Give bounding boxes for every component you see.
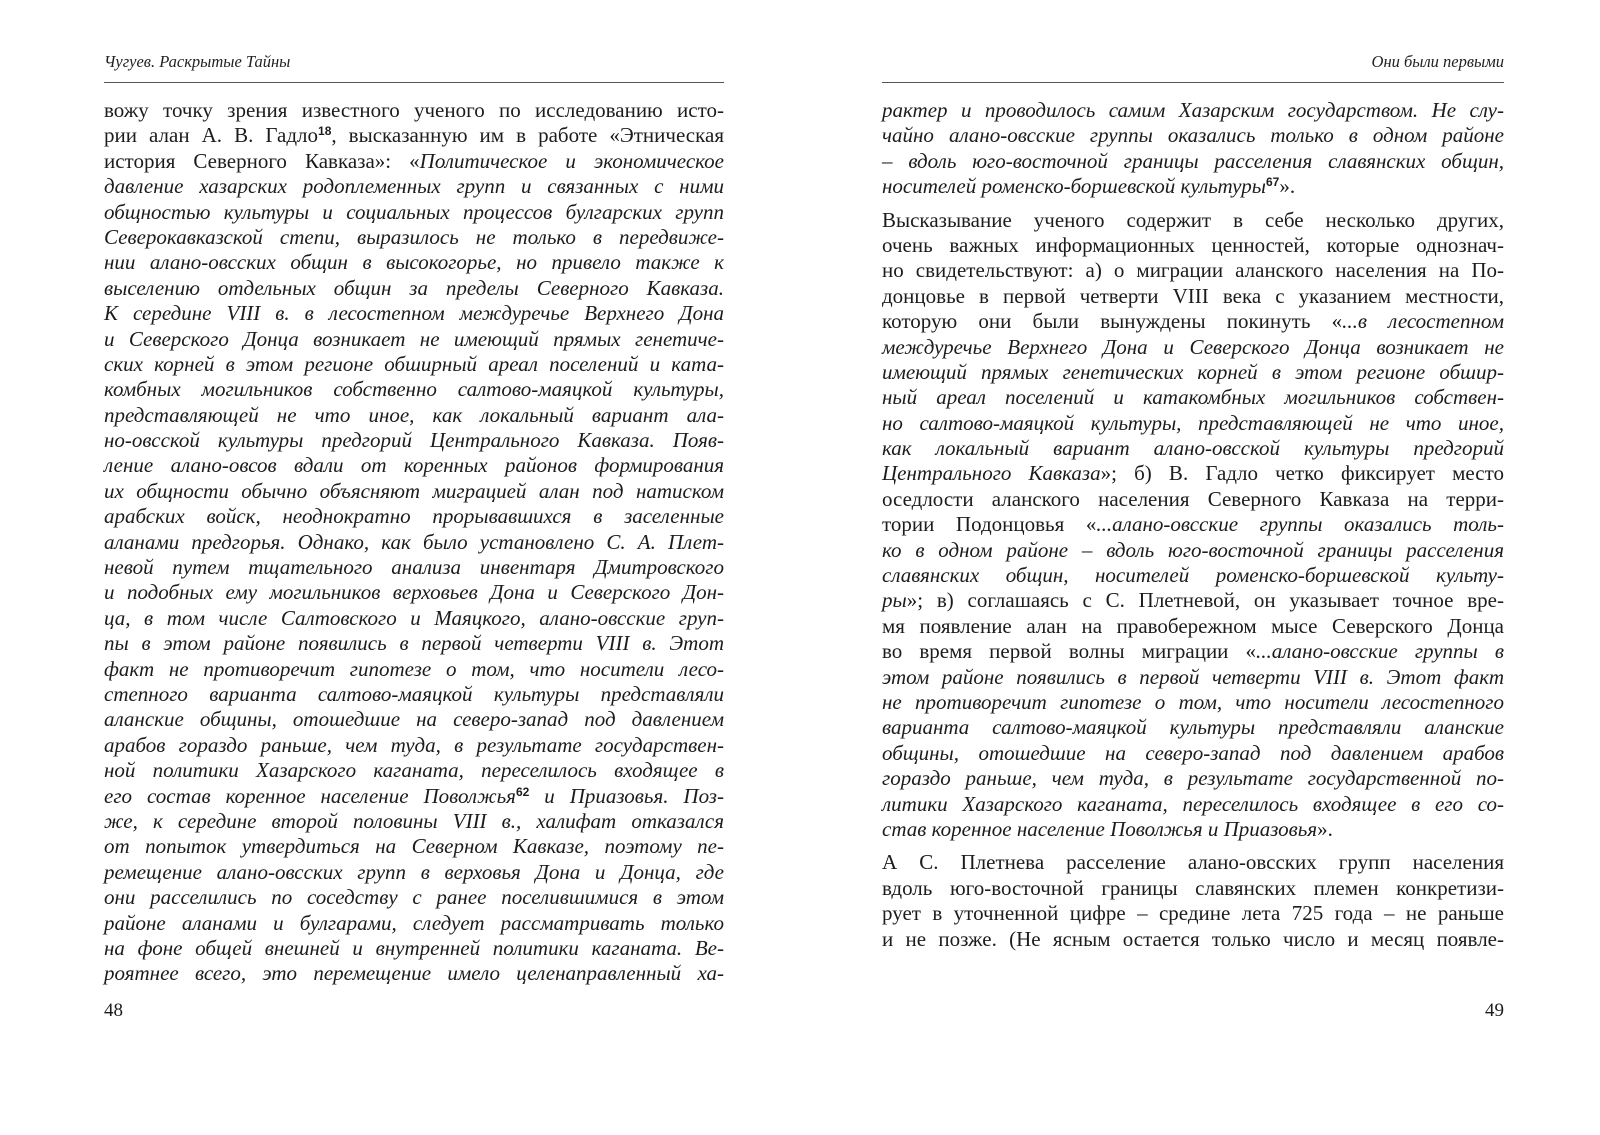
left-page-body (104, 98, 724, 987)
quoted-text: арабов гораздо раньше, чем туда, в результате государствен- (104, 732, 724, 757)
body-text: во время первой волны миграции « (882, 639, 1257, 664)
body-text: мя появление алан на правобережном мысе Северского Донца (882, 613, 1504, 638)
text-line (882, 817, 1504, 842)
text-line (104, 885, 724, 910)
quoted-text: носителей роменско-боршевской культуры (882, 174, 1266, 199)
text-line (104, 784, 724, 809)
quoted-text: на фоне общей внешней и внутренней политики каганата. Ве- (104, 935, 724, 960)
quoted-text: от попыток утвердиться на Северном Кавказе, поэтому пе- (104, 834, 724, 859)
text-line (104, 327, 724, 352)
footnote-ref: 67 (1265, 175, 1280, 190)
quoted-text: рактер и проводилось самим Хазарским государством. Не слу- (882, 98, 1504, 122)
text-line (104, 961, 724, 986)
left-page (104, 0, 724, 1135)
quoted-text: факт не противоречит гипотезе о том, что носители лесо- (104, 656, 724, 681)
quoted-text: но салтово-маяцкой культуры, представляющей не что иное, (882, 410, 1504, 435)
text-line (882, 563, 1504, 588)
quoted-text: ...алано-овсские группы оказались толь- (1096, 512, 1504, 537)
quoted-text: но-овсской культуры предгорий Центрального Кавказа. Появ- (104, 428, 724, 453)
text-line (104, 377, 724, 402)
text-line (882, 588, 1504, 613)
text-line (104, 250, 724, 275)
text-line (104, 428, 724, 453)
paragraph-gap (882, 842, 1504, 850)
text-line (104, 657, 724, 682)
quoted-text: аланами предгорья. Однако, как было установлено С. А. Плет- (104, 529, 724, 554)
quoted-text: ры (882, 588, 907, 613)
text-line (882, 360, 1504, 385)
text-line (104, 149, 724, 174)
text-line (104, 504, 724, 529)
quoted-text: невой путем тщательного анализа инвентаря Дмитровского (104, 555, 724, 580)
quoted-text: Политическое и экономическое (419, 148, 724, 173)
body-text: но свидетельствуют: а) о миграции аланского населения на По- (882, 258, 1504, 283)
quoted-text: Северокавказской степи, выразилось не только в передвиже- (104, 224, 724, 249)
body-text: А С. Плетнева расселение алано-овсских групп населения (882, 850, 1504, 875)
text-line (882, 690, 1504, 715)
body-text: рует в уточненной цифре – средине лета 725 года – не раньше (882, 901, 1504, 926)
text-line (104, 911, 724, 936)
text-line (882, 614, 1504, 639)
quoted-text: ремещение алано-овсских групп в верховья Дона и Донца, где (104, 859, 724, 884)
text-line (104, 580, 724, 605)
text-line (882, 385, 1504, 410)
text-line (882, 792, 1504, 817)
quoted-text: ских корней в этом регионе обширный ареал поселений и ката- (104, 351, 724, 376)
text-line (882, 639, 1504, 664)
body-text: , высказанную им в работе «Этническая (331, 123, 724, 148)
body-text: оседлости аланского населения Северного Кавказа на терри- (882, 486, 1504, 511)
text-line (104, 834, 724, 859)
body-text: история Северного Кавказа»: « (104, 148, 420, 173)
header-rule-right (882, 82, 1504, 83)
text-line (104, 809, 724, 834)
text-line (882, 665, 1504, 690)
text-line (882, 850, 1504, 875)
quoted-text: К середине VIII в. в лесостепном междуречье Верхнего Дона (104, 301, 724, 326)
quoted-text: ца, в том числе Салтовского и Маяцкого, алано-овсские груп- (104, 605, 724, 630)
text-line (104, 479, 724, 504)
text-line (104, 301, 724, 326)
quoted-text: этом районе появились в первой четверти VIII в. Этот факт (882, 664, 1504, 689)
text-line (104, 200, 724, 225)
running-head-right: Они были первыми (1371, 52, 1504, 71)
text-line (882, 174, 1504, 199)
text-line (104, 733, 724, 758)
quoted-text: – вдоль юго-восточной границы расселения славянских общин, (882, 148, 1504, 173)
right-page (882, 0, 1504, 1135)
text-line (104, 225, 724, 250)
body-text: рии алан А. В. Гадло (104, 123, 319, 148)
text-line (882, 149, 1504, 174)
quoted-text: роятнее всего, это перемещение имело целенаправленный ха- (104, 961, 724, 986)
text-line (104, 352, 724, 377)
text-line (104, 174, 724, 199)
body-text: вожу точку зрения известного ученого по исследованию исто- (104, 98, 724, 122)
footnote-ref: 18 (318, 124, 332, 139)
text-line (882, 411, 1504, 436)
quoted-text: и Приазовья. Поз- (529, 783, 724, 808)
text-line (882, 876, 1504, 901)
quoted-text: их общности обычно объясняют миграцией алан под натиском (104, 478, 724, 503)
text-line (882, 766, 1504, 791)
quoted-text: не противоречит гипотезе о том, что носители лесостепного (882, 689, 1504, 714)
text-line (882, 284, 1504, 309)
quoted-text: ной политики Хазарского каганата, переселилось входящее в (104, 758, 724, 783)
text-line (882, 538, 1504, 563)
text-line (882, 487, 1504, 512)
body-text: вдоль юго-восточной границы славянских племен конкретизи- (882, 875, 1504, 900)
text-line (104, 123, 724, 148)
right-page-body (882, 98, 1504, 952)
text-line (104, 860, 724, 885)
text-line (104, 606, 724, 631)
text-line (882, 233, 1504, 258)
text-line (104, 453, 724, 478)
text-line (104, 936, 724, 961)
quoted-text: ко в одном районе – вдоль юго-восточной границы расселения (882, 537, 1504, 562)
text-line (104, 555, 724, 580)
text-line (882, 309, 1504, 334)
quoted-text: как локальный вариант алано-овсской культуры предгорий (882, 436, 1504, 461)
quoted-text: комбных могильников собственно салтово-маяцкой культуры, (104, 377, 724, 402)
quoted-text: чайно алано-овсские группы оказались только в одном районе (882, 123, 1504, 148)
quoted-text: имеющий прямых генетических корней в этом регионе обшир- (882, 359, 1504, 384)
quoted-text: литики Хазарского каганата, переселилось входящее в его со- (882, 791, 1504, 816)
body-text: донцовье в первой четверти VIII века с указанием местности, (882, 283, 1504, 308)
text-line (882, 461, 1504, 486)
body-text: которую они были вынуждены покинуть « (882, 309, 1343, 334)
quoted-text: ление алано-овсов вдали от коренных районов формирования (104, 453, 724, 478)
quoted-text: Центрального Кавказа (882, 461, 1101, 486)
text-line (104, 758, 724, 783)
footnote-ref: 62 (515, 784, 530, 799)
text-line (882, 512, 1504, 537)
body-text: »; в) соглашаясь с С. Плетневой, он указывает точное вре- (906, 588, 1504, 613)
body-text: и не позже. (Не ясным остается только число и месяц появле- (882, 926, 1504, 951)
quoted-text: районе аланами и булгарами, следует рассматривать только (104, 910, 724, 935)
quoted-text: они расселились по соседству с ранее поселившимися в этом (104, 885, 724, 910)
quoted-text: арабских войск, неоднократно прорывавшихся в заселенные (104, 504, 724, 529)
text-line (882, 715, 1504, 740)
quoted-text: ...в лесостепном (1342, 309, 1504, 334)
quoted-text: общностью культуры и социальных процессов булгарских групп (104, 199, 724, 224)
page-number-left: 48 (104, 1000, 123, 1021)
body-text: тории Подонцовья « (882, 512, 1097, 537)
text-line (882, 901, 1504, 926)
text-line (882, 258, 1504, 283)
text-line (882, 98, 1504, 123)
text-line (104, 631, 724, 656)
text-line (104, 98, 724, 123)
quoted-text: и подобных ему могильников верховьев Дона и Северского Дон- (104, 580, 724, 605)
text-line (104, 403, 724, 428)
quoted-text: пы в этом районе появились в первой четверти VIII в. Этот (104, 631, 724, 656)
quoted-text: и Северского Донца возникает не имеющий прямых генетиче- (104, 326, 724, 351)
quoted-text: ный ареал поселений и катакомбных могильников собствен- (882, 385, 1504, 410)
quoted-text: ...алано-овсские группы в (1256, 639, 1504, 664)
text-line (104, 707, 724, 732)
quoted-text: аланские общины, отошедшие на северо-запад под давлением (104, 707, 724, 732)
quoted-text: давление хазарских родоплеменных групп и связанных с ними (104, 174, 724, 199)
quoted-text: представляющей не что иное, как локальный вариант ала- (104, 402, 724, 427)
quoted-text: славянских общин, носителей роменско-боршевской культу- (882, 563, 1504, 588)
paragraph-gap (882, 200, 1504, 208)
quoted-text: его состав коренное население Поволжья (104, 783, 516, 808)
text-line (104, 276, 724, 301)
body-text: ». (1317, 816, 1333, 841)
quoted-text: нии алано-овсских общин в высокогорье, но привело также к (104, 250, 724, 275)
quoted-text: став коренное население Поволжья и Приазовья (882, 816, 1318, 841)
text-line (882, 123, 1504, 148)
page-number-right: 49 (1485, 1000, 1504, 1021)
header-rule-left (104, 82, 724, 83)
text-line (882, 436, 1504, 461)
quoted-text: общины, отошедшие на северо-запад под давлением арабов (882, 740, 1504, 765)
quoted-text: выселению отдельных общин за пределы Северного Кавказа. (104, 275, 724, 300)
body-text: ». (1279, 174, 1296, 199)
quoted-text: междуречье Верхнего Дона и Северского Донца возникает не (882, 334, 1504, 359)
text-line (882, 208, 1504, 233)
running-head-left: Чугуев. Раскрытые Тайны (104, 52, 291, 71)
text-line (882, 741, 1504, 766)
body-text: очень важных информационных ценностей, которые однознач- (882, 232, 1504, 257)
text-line (882, 927, 1504, 952)
body-text: »; б) В. Гадло четко фиксирует место (1100, 461, 1504, 486)
quoted-text: гораздо раньше, чем туда, в результате государственной по- (882, 766, 1504, 791)
text-line (104, 530, 724, 555)
text-line (104, 682, 724, 707)
quoted-text: варианта салтово-маяцкой культуры представляли аланские (882, 715, 1504, 740)
quoted-text: степного варианта салтово-маяцкой культуры представляли (104, 681, 724, 706)
body-text: Высказывание ученого содержит в себе несколько других, (882, 207, 1504, 232)
text-line (882, 335, 1504, 360)
quoted-text: же, к середине второй половины VIII в., халифат отказался (104, 808, 724, 833)
